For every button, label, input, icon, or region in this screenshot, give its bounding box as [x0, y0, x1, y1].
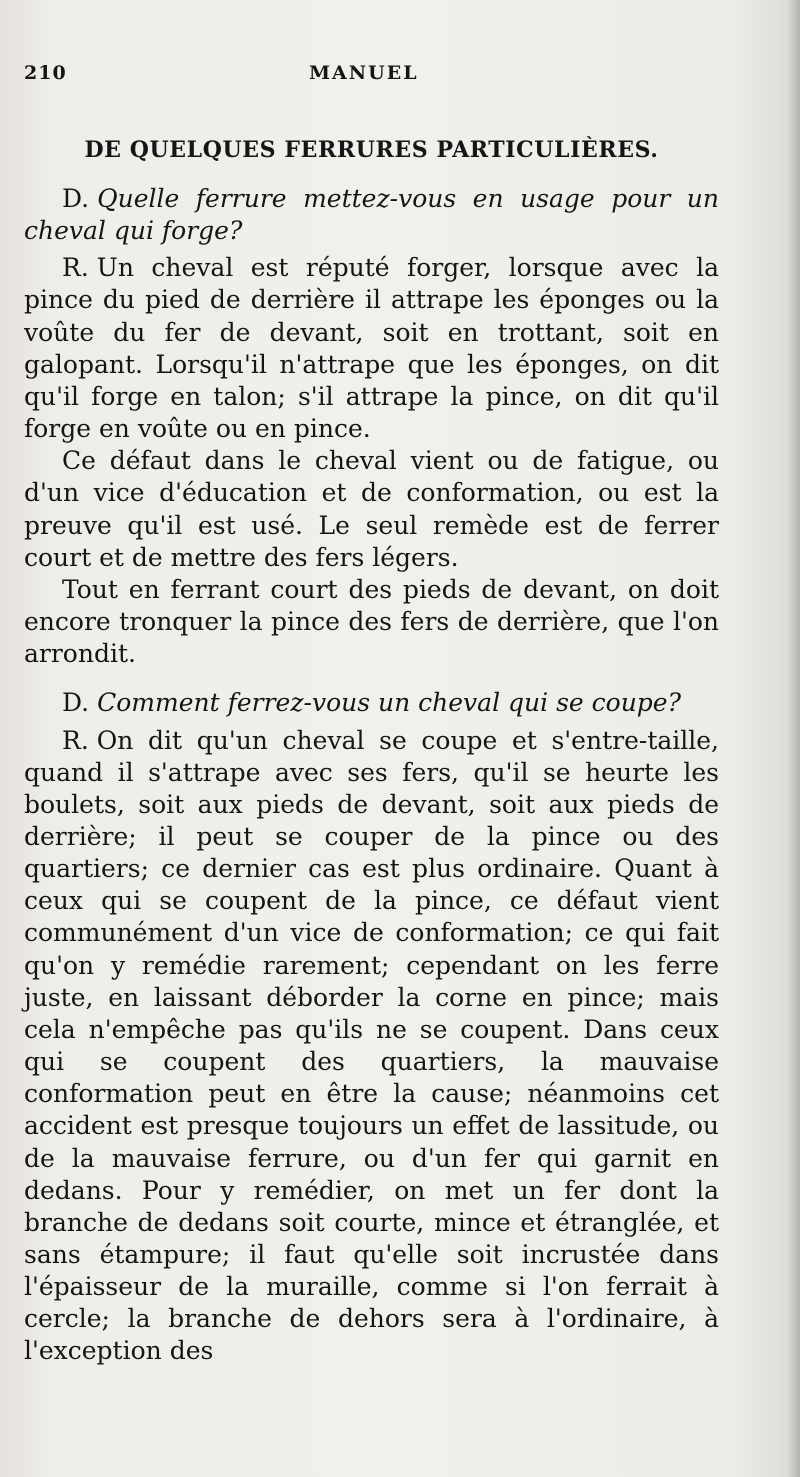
answer-marker: R. — [62, 725, 89, 755]
question-paragraph — [24, 183, 719, 247]
answer-paragraph — [24, 252, 719, 445]
body-paragraph: Ce défaut dans le cheval vient ou de fatigue, ou d'un vice d'éducation et de conformation, ou est la preuve qu'il est usé. Le seul remède est de ferrer court et de mettre des fers légers. — [24, 446, 719, 572]
section-heading: DE QUELQUES FERRURES PARTICULIÈRES. — [84, 137, 659, 163]
question-paragraph — [24, 687, 719, 719]
question-text: Quelle ferrure mettez-vous en usage pour un cheval qui forge? — [24, 184, 719, 246]
answer-marker: R. — [62, 253, 89, 283]
question-marker: D. — [62, 688, 90, 718]
answer-text: On dit qu'un cheval se coupe et s'entre-taille, quand il s'attrape avec ses fers, qu'il se heurte les boulets, soit aux pieds de devant, soit aux pieds de derrière; il peut se couper de la pince ou des quartiers; ce dernier cas est plus ordinaire. Quant à ceux qui se coupent de la pince, ce défaut vient communément d'un vice de conformation; ce qui fait qu'on y remédie rarement; cependant on les ferre juste, en laissant déborder la corne en pince; mais cela n'empêche pas qu'ils ne se coupent. Dans ceux qui se coupent des quartiers, la mauvaise conformation peut en être la cause; néanmoins cet accident est presque toujours un effet de lassitude, ou de la mauvaise ferrure, ou d'un fer qui garnit en dedans. Pour y remédier, on met un fer dont la branche de dedans soit courte, mince et étranglée, et sans étampure; il faut qu'elle soit incrustée dans l'épaisseur de la muraille, comme si l'on ferrait à cercle; la branche de dehors sera à l'ordinaire, à l'exception des — [24, 725, 719, 1366]
body-paragraph: Tout en ferrant court des pieds de devant, on doit encore tronquer la pince des fers de derrière, que l'on arrondit. — [24, 574, 719, 669]
text-block — [24, 58, 719, 1368]
answer-paragraph — [24, 725, 719, 1368]
question-text: Comment ferrez-vous un cheval qui se coupe? — [97, 688, 681, 718]
running-title: MANUEL — [309, 62, 419, 84]
answer-text: Un cheval est réputé forger, lorsque avec la pince du pied de derrière il attrape les éponges ou la voûte du fer de devant, soit en trottant, soit en galopant. Lorsqu'il n'attrape que les éponges, on dit qu'il forge en talon; s'il attrape la pince, on dit qu'il forge en voûte ou en pince. — [24, 253, 719, 444]
page-edge-shadow — [786, 0, 800, 1477]
page-number: 210 — [24, 62, 67, 84]
running-head — [24, 58, 719, 92]
question-marker: D. — [62, 184, 90, 213]
